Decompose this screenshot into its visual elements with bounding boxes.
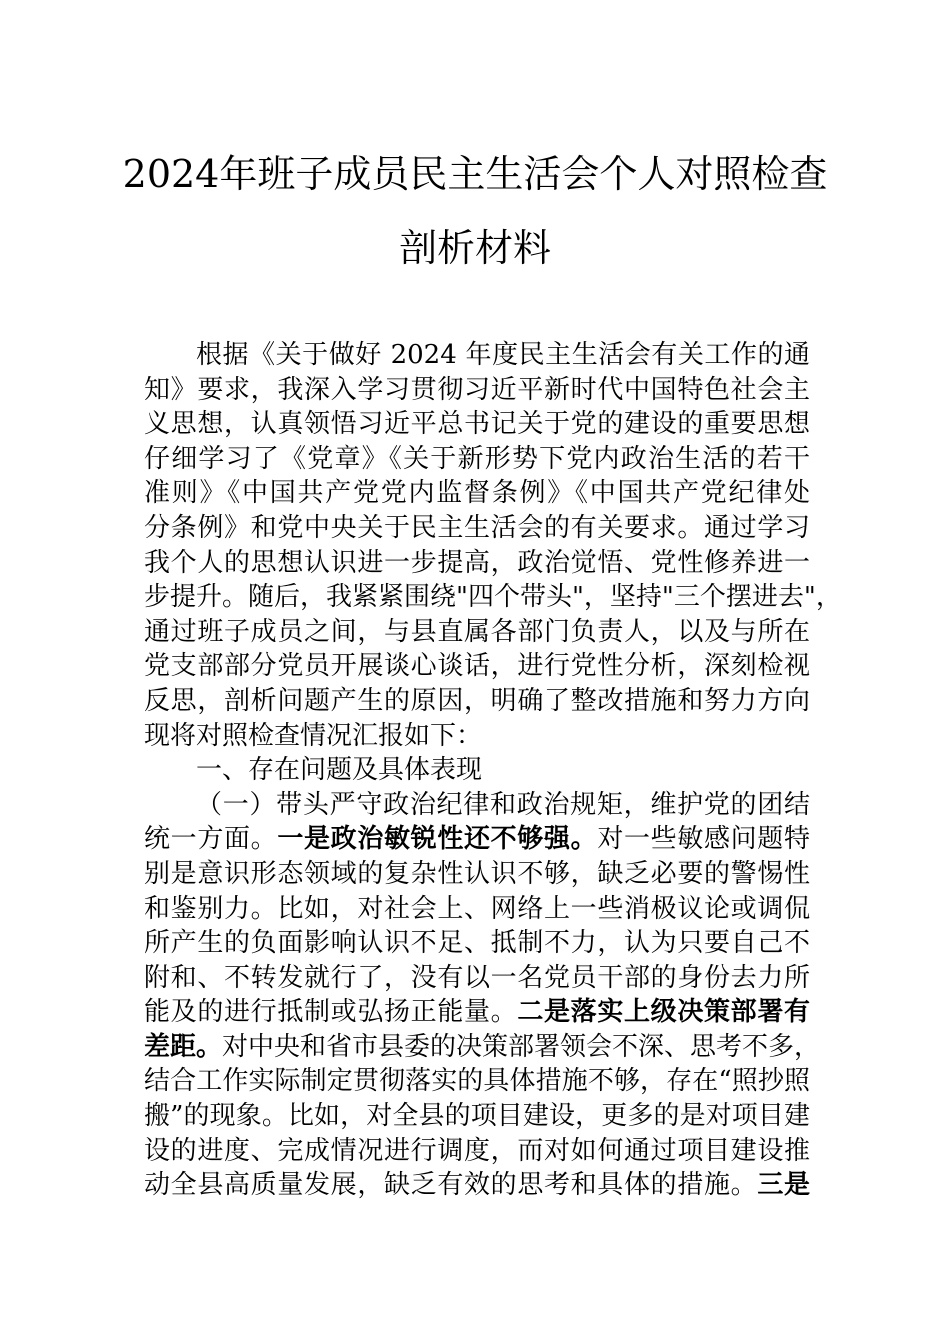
body-line: 现将对照检查情况汇报如下： — [144, 720, 483, 751]
body-line: 反思，剖析问题产生的原因，明确了整改措施和努力方向 — [144, 685, 810, 716]
body-line: 搬”的现象。比如，对全县的项目建设，更多的是对项目建 — [144, 1101, 810, 1132]
body-line: 所产生的负面影响认识不足、抵制不力，认为只要自己不 — [144, 928, 810, 959]
body-line: 差距。对中央和省市县委的决策部署领会不深、思考不多， — [144, 1031, 821, 1062]
body-line: 统一方面。一是政治敏锐性还不够强。对一些敏感问题特 — [144, 824, 810, 855]
body-line: 分条例》和党中央关于民主生活会的有关要求。通过学习 — [144, 512, 810, 543]
subsection-heading: （一）带头严守政治纪律和政治规矩，维护党的团结 — [196, 789, 810, 820]
document-title-line-2: 剖析材料 — [398, 226, 551, 270]
body-line: 通过班子成员之间，与县直属各部门负责人，以及与所在 — [144, 616, 810, 647]
body-line: 党支部部分党员开展谈心谈话，进行党性分析，深刻检视 — [144, 651, 810, 682]
body-line: 根据《关于做好 2024 年度民主生活会有关工作的通 — [196, 340, 810, 370]
bold-point: 二是落实上级决策部署有 — [517, 997, 810, 1028]
document-body — [144, 338, 842, 1203]
bold-point: 三是 — [757, 1170, 810, 1201]
body-line: 附和、不转发就行了，没有以一名党员干部的身份去力所 — [144, 962, 810, 993]
body-line: 仔细学习了《党章》《关于新形势下党内政治生活的若干 — [144, 443, 810, 474]
body-line: 知》要求，我深入学习贯彻习近平新时代中国特色社会主 — [144, 374, 810, 405]
body-line: 能及的进行抵制或弘扬正能量。二是落实上级决策部署有 — [144, 997, 810, 1028]
body-line: 义思想，认真领悟习近平总书记关于党的建设的重要思想 — [144, 409, 810, 440]
body-line: 和鉴别力。比如，对社会上、网络上一些消极议论或调侃 — [144, 893, 810, 924]
body-line: 动全县高质量发展，缺乏有效的思考和具体的措施。三是 — [144, 1170, 810, 1201]
body-line: 步提升。随后，我紧紧围绕"四个带头"，坚持"三个摆进去"， — [144, 582, 842, 613]
body-line: 设的进度、完成情况进行调度，而对如何通过项目建设推 — [144, 1135, 810, 1166]
document-title-line-1: 2024年班子成员民主生活会个人对照检查 — [122, 152, 828, 196]
body-line: 我个人的思想认识进一步提高，政治觉悟、党性修养进一 — [144, 547, 810, 578]
body-line: 准则》《中国共产党党内监督条例》《中国共产党纪律处 — [144, 478, 810, 509]
body-line: 结合工作实际制定贯彻落实的具体措施不够，存在“照抄照 — [144, 1066, 810, 1097]
bold-point: 差距。 — [144, 1031, 223, 1062]
body-line: 别是意识形态领域的复杂性认识不够，缺乏必要的警惕性 — [144, 858, 810, 889]
section-heading: 一、存在问题及具体表现 — [196, 755, 483, 786]
bold-point: 一是政治敏锐性还不够强。 — [277, 824, 598, 855]
